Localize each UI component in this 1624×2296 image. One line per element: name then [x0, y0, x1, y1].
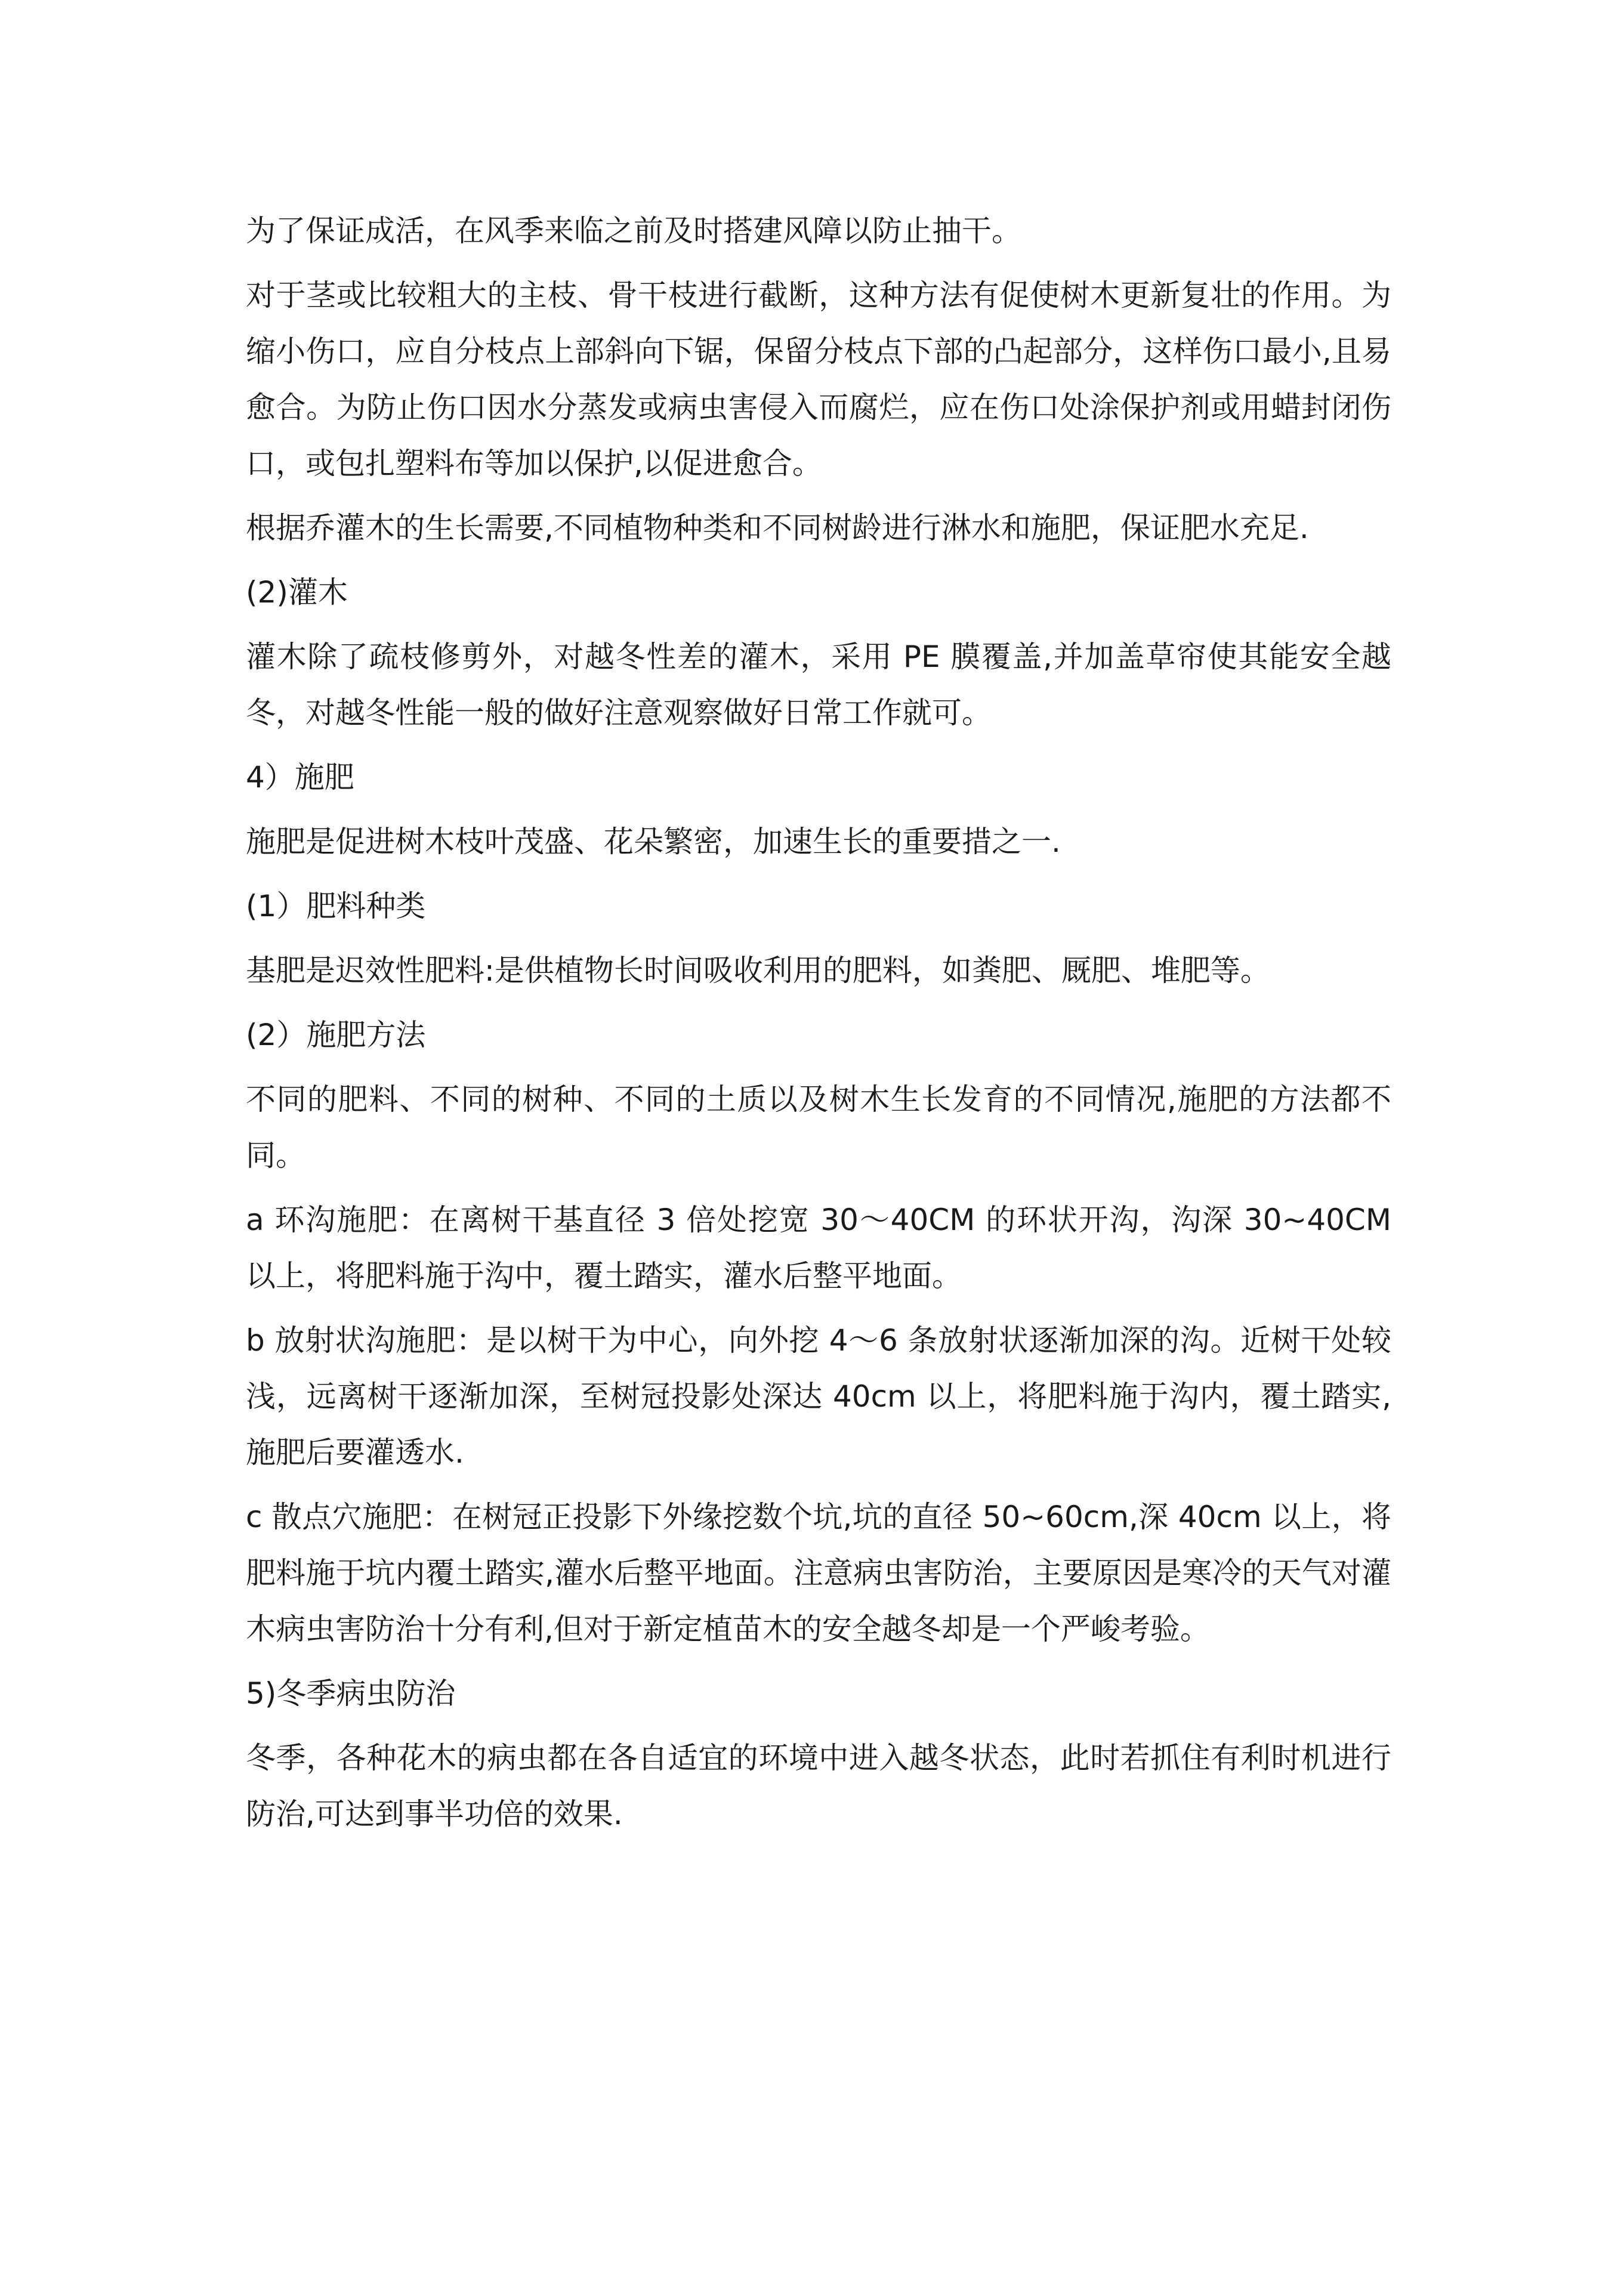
- heading-fertilizing-methods: (2）施肥方法: [246, 1018, 426, 1052]
- heading-shrubs: (2)灌木: [246, 575, 348, 610]
- paragraph-methods-intro: 不同的肥料、不同的树种、不同的土质以及树木生长发育的不同情况,施肥的方法都不同。: [246, 1082, 1391, 1173]
- paragraph-watering: 根据乔灌木的生长需要,不同植物种类和不同树龄进行淋水和施肥，保证肥水充足.: [246, 511, 1309, 545]
- paragraph-windbreak: 为了保证成活，在风季来临之前及时搭建风障以防止抽干。: [246, 214, 1021, 248]
- paragraph-fertilizing-intro: 施肥是促进树木枝叶茂盛、花朵繁密，加速生长的重要措之一.: [246, 824, 1061, 859]
- paragraph-winter-pests: 冬季，各种花木的病虫都在各自适宜的环境中进入越冬状态，此时若抓住有利时机进行防治,可达到事半功倍的效果.: [246, 1741, 1391, 1831]
- paragraph-scattered-holes: c 散点穴施肥：在树冠正投影下外缘挖数个坑,坑的直径 50~60cm,深 40cm 以上，将肥料施于坑内覆土踏实,灌水后整平地面。注意病虫害防治，主要原因是寒冷的天气对灌木病虫害防治十分有利,但对于新定植苗木的安全越冬却是一个严峻考验。: [246, 1500, 1391, 1646]
- heading-fertilizer-types: (1）肥料种类: [246, 889, 426, 923]
- paragraph-ring-trench: a 环沟施肥：在离树干基直径 3 倍处挖宽 30～40CM 的环状开沟，沟深 30~40CM 以上，将肥料施于沟中，覆土踏实，灌水后整平地面。: [246, 1203, 1391, 1293]
- paragraph-shrub-care: 灌木除了疏枝修剪外，对越冬性差的灌木，采用 PE 膜覆盖,并加盖草帘使其能安全越冬，对越冬性能一般的做好注意观察做好日常工作就可。: [246, 639, 1391, 730]
- heading-winter-pest-control: 5)冬季病虫防治: [246, 1676, 456, 1711]
- paragraph-radial-trench: b 放射状沟施肥：是以树干为中心，向外挖 4～6 条放射状逐渐加深的沟。近树干处较浅，远离树干逐渐加深，至树冠投影处深达 40cm 以上，将肥料施于沟内，覆土踏实,施肥后要灌透水.: [246, 1323, 1391, 1470]
- heading-fertilizing: 4）施肥: [246, 760, 354, 795]
- document-body: [246, 203, 1391, 1850]
- paragraph-base-fertilizer: 基肥是迟效性肥料:是供植物长时间吸收利用的肥料，如粪肥、厩肥、堆肥等。: [246, 953, 1270, 988]
- paragraph-pruning: 对于茎或比较粗大的主枝、骨干枝进行截断，这种方法有促使树木更新复壮的作用。为缩小伤口，应自分枝点上部斜向下锯，保留分枝点下部的凸起部分，这样伤口最小,且易愈合。为防止伤口因水分蒸发或病虫害侵入而腐烂，应在伤口处涂保护剂或用蜡封闭伤口，或包扎塑料布等加以保护,以促进愈合。: [246, 278, 1391, 481]
